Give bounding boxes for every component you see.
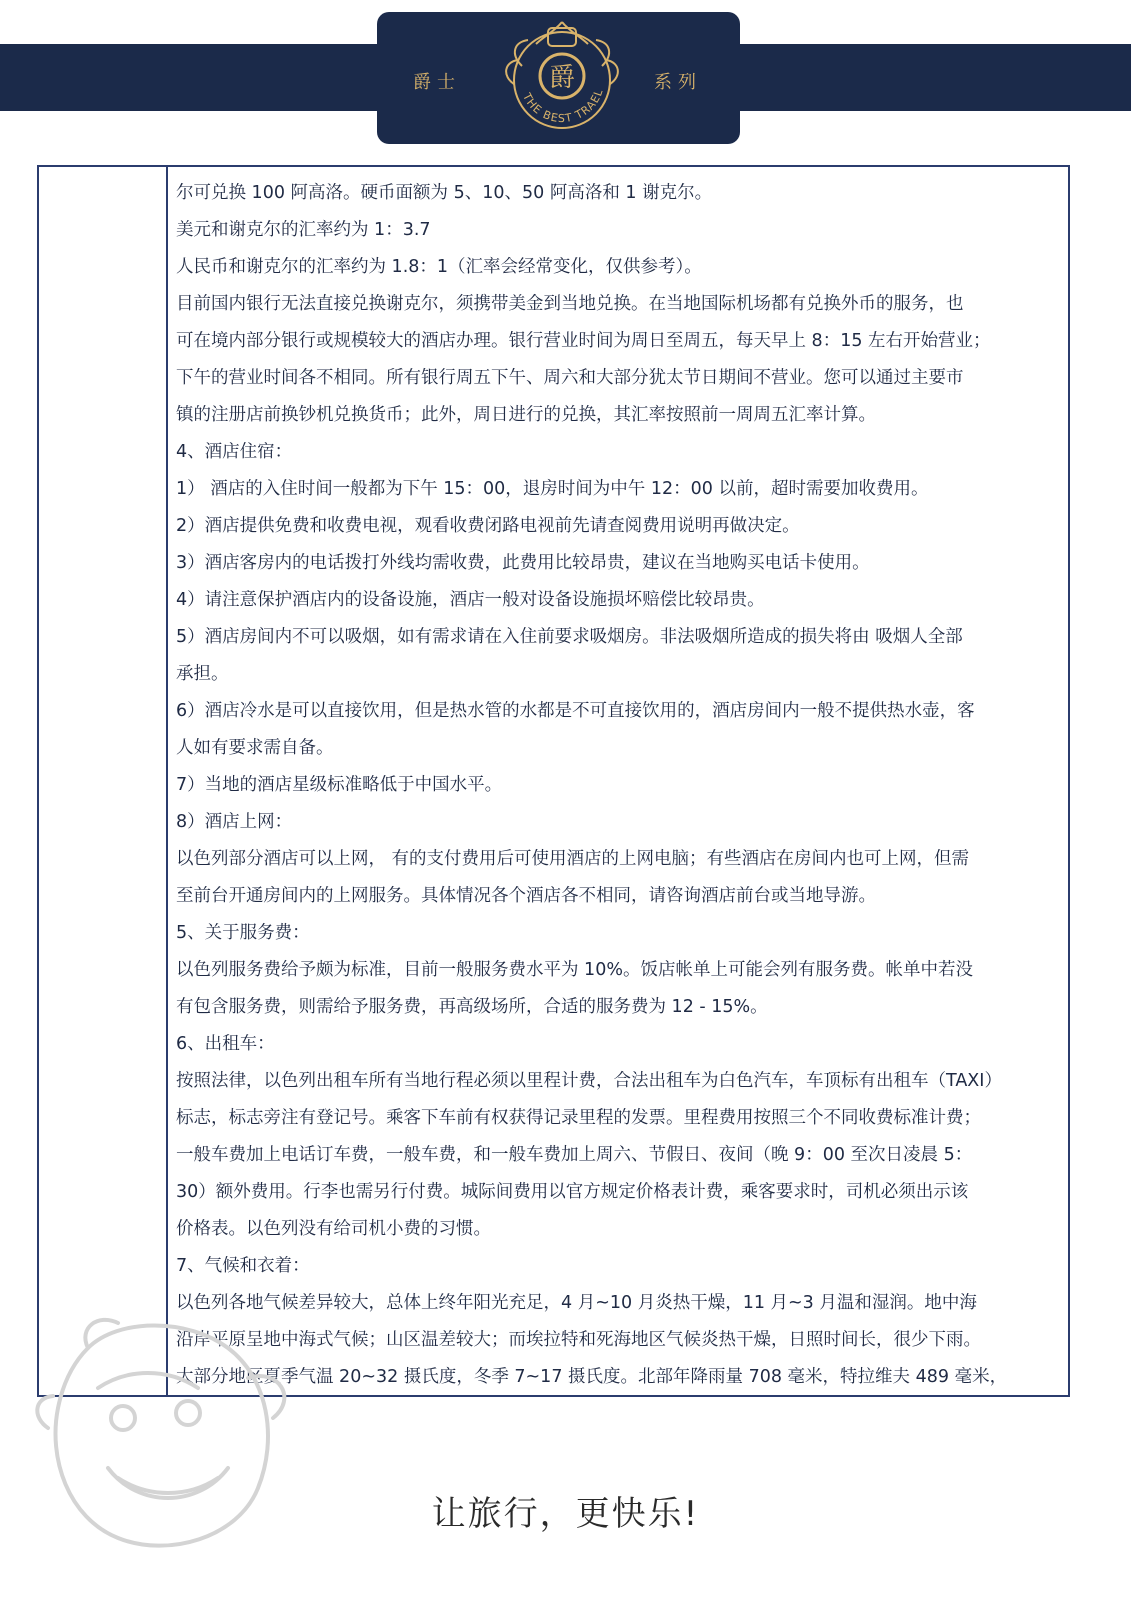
text-line: 6）酒店冷水是可以直接饮用，但是热水管的水都是不可直接饮用的，酒店房间内一般不提供热水壶，客 <box>176 701 975 721</box>
text-line: 7）当地的酒店星级标准略低于中国水平。 <box>176 775 503 795</box>
text-line: 目前国内银行无法直接兑换谢克尔，须携带美金到当地兑换。在当地国际机场都有兑换外币的服务，也 <box>176 294 964 314</box>
text-line: 一般车费加上电话订车费，一般车费，和一般车费加上周六、节假日、夜间（晚 9：00 至次日凌晨 5： <box>176 1145 973 1165</box>
text-line: 按照法律，以色列出租车所有当地行程必须以里程计费，合法出租车为白色汽车，车顶标有出租车（TAXI） <box>176 1071 1002 1091</box>
column-divider <box>166 167 168 1395</box>
text-line: 大部分地区夏季气温 20~32 摄氏度，冬季 7~17 摄氏度。北部年降雨量 708 毫米，特拉维夫 489 毫米， <box>176 1367 1008 1387</box>
text-line: 沿岸平原呈地中海式气候；山区温差较大；而埃拉特和死海地区气候炎热干燥，日照时间长，很少下雨。 <box>176 1330 981 1350</box>
text-line: 8）酒店上网： <box>176 812 293 832</box>
content-text <box>176 175 1064 1396</box>
text-line: 标志，标志旁注有登记号。乘客下车前有权获得记录里程的发票。里程费用按照三个不同收费标准计费； <box>176 1108 981 1128</box>
text-line: 6、出租车： <box>176 1034 275 1054</box>
text-line: 4、酒店住宿： <box>176 442 293 462</box>
text-line: 以色列部分酒店可以上网， 有的支付费用后可使用酒店的上网电脑；有些酒店在房间内也可上网，但需 <box>176 849 970 869</box>
text-line: 人如有要求需自备。 <box>176 738 334 758</box>
text-line: 30）额外费用。行李也需另行付费。城际间费用以官方规定价格表计费，乘客要求时，司机必须出示该 <box>176 1182 969 1202</box>
text-line: 承担。 <box>176 664 229 684</box>
text-line: 尔可兑换 100 阿高洛。硬币面额为 5、10、50 阿高洛和 1 谢克尔。 <box>176 183 713 203</box>
logo-char: 爵 <box>548 63 576 93</box>
text-line: 价格表。以色列没有给司机小费的习惯。 <box>176 1219 491 1239</box>
text-line: 1） 酒店的入住时间一般都为下午 15：00，退房时间为中午 12：00 以前，超时需要加收费用。 <box>176 479 929 499</box>
text-line: 2）酒店提供免费和收费电视，观看收费闭路电视前先请查阅费用说明再做决定。 <box>176 516 800 536</box>
text-line: 3）酒店客房内的电话拨打外线均需收费，此费用比较昂贵，建议在当地购买电话卡使用。 <box>176 553 870 573</box>
header-left-label: 爵士 <box>413 72 461 93</box>
text-line: 4）请注意保护酒店内的设备设施，酒店一般对设备设施损坏赔偿比较昂贵。 <box>176 590 765 610</box>
text-line: 以色列服务费给予颇为标准，目前一般服务费水平为 10%。饭店帐单上可能会列有服务费。帐单中若没 <box>176 960 973 980</box>
text-line: 人民币和谢克尔的汇率约为 1.8：1（汇率会经常变化，仅供参考）。 <box>176 257 702 277</box>
footer-slogan: 让旅行，更快乐! <box>431 1494 700 1534</box>
monkey-mascot-icon <box>28 1308 328 1578</box>
text-line: 下午的营业时间各不相同。所有银行周五下午、周六和大部分犹太节日期间不营业。您可以通过主要市 <box>176 368 964 388</box>
text-line: 可在境内部分银行或规模较大的酒店办理。银行营业时间为周日至周五，每天早上 8：15 左右开始营业； <box>176 331 991 351</box>
header-right-label: 系列 <box>654 72 702 93</box>
text-line: 镇的注册店前换钞机兑换货币；此外，周日进行的兑换，其汇率按照前一周周五汇率计算。 <box>176 405 876 425</box>
text-line: 7、气候和衣着： <box>176 1256 310 1276</box>
text-line: 有包含服务费，则需给予服务费，再高级场所，合适的服务费为 12 - 15%。 <box>176 997 768 1017</box>
text-line: 至前台开通房间内的上网服务。具体情况各个酒店各不相同，请咨询酒店前台或当地导游。 <box>176 886 876 906</box>
crest-logo-icon <box>492 14 632 140</box>
logo-ring-text: THE BEST TRAEL <box>520 86 606 126</box>
content-table <box>37 165 1070 1397</box>
text-line: 以色列各地气候差异较大，总体上终年阳光充足，4 月~10 月炎热干燥，11 月~3 月温和湿润。地中海 <box>176 1293 977 1313</box>
text-line: 5）酒店房间内不可以吸烟，如有需求请在入住前要求吸烟房。非法吸烟所造成的损失将由 吸烟人全部 <box>176 627 963 647</box>
text-line: 5、关于服务费： <box>176 923 310 943</box>
text-line: 美元和谢克尔的汇率约为 1：3.7 <box>176 220 431 240</box>
